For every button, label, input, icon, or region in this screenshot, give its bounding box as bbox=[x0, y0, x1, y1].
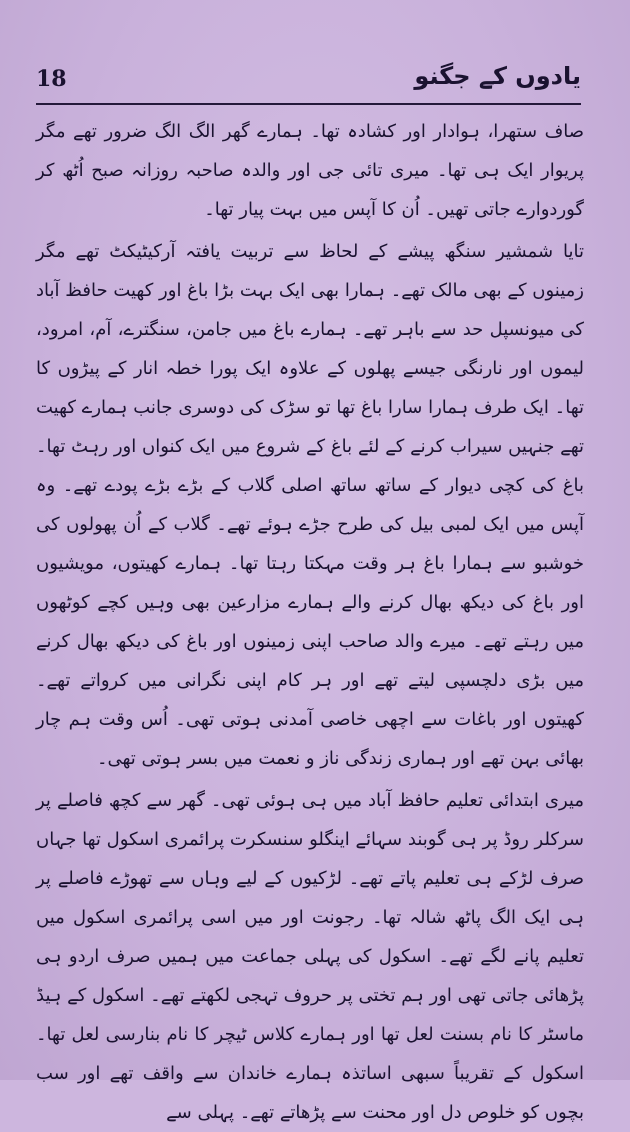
page-number: 18 bbox=[36, 66, 67, 92]
book-title: یادوں کے جگنو bbox=[414, 62, 581, 90]
header-divider bbox=[36, 103, 581, 105]
page-body bbox=[36, 112, 584, 1123]
paragraph: تایا شمشیر سنگھ پیشے کے لحاظ سے تربیت یافتہ آرکیٹیکٹ تھے مگر زمینوں کے بھی مالک تھے۔ ہمارا بھی ایک بہت بڑا باغ اور کھیت حافظ آباد کی میونسپل حد سے باہر تھے۔ ہمارے باغ میں جامن، سنگترے، آم، امرود، لیموں اور نارنگی جیسے پھلوں کے علاوہ ایک پورا خطہ انار کے پیڑوں کا تھا۔ ایک طرف ہمارا سارا باغ تھا تو سڑک کی دوسری جانب ہمارے کھیت تھے جنہیں سیراب کرنے کے لئے باغ کے شروع میں ایک کنواں اور رہٹ تھا۔ باغ کی کچی دیوار کے ساتھ ساتھ اصلی گلاب کے بڑے بڑے پودے تھے۔ وہ آپس میں ایک لمبی بیل کی طرح جڑے ہوئے تھے۔ گلاب کے اُن پھولوں کی خوشبو سے ہمارا باغ ہر وقت مہکتا رہتا تھا۔ ہمارے کھیتوں، مویشیوں اور باغ کی دیکھ بھال کرنے والے ہمارے مزارعین بھی وہیں کچے کوٹھوں میں رہتے تھے۔ میرے والد صاحب اپنی زمینوں اور باغ کی دیکھ بھال کرنے میں بڑی دلچسپی لیتے تھے اور ہر کام اپنی نگرانی میں کرواتے تھے۔ کھیتوں اور باغات سے اچھی خاصی آمدنی ہوتی تھی۔ اُس وقت ہم چار بھائی بہن تھے اور ہماری زندگی ناز و نعمت میں بسر ہوتی تھی۔ bbox=[36, 241, 584, 769]
paragraph: میری ابتدائی تعلیم حافظ آباد میں ہی ہوئی تھی۔ گھر سے کچھ فاصلے پر سرکلر روڈ پر ہی گوبند سہائے اینگلو سنسکرت پرائمری اسکول تھا جہاں صرف لڑکے ہی تعلیم پاتے تھے۔ لڑکیوں کے لیے وہاں سے تھوڑے فاصلے پر ہی ایک الگ پاٹھ شالہ تھا۔ رجونت اور میں اسی پرائمری اسکول میں تعلیم پانے لگے تھے۔ اسکول کی پہلی جماعت میں ہمیں صرف اردو ہی پڑھائی جاتی تھی اور ہم تختی پر حروف تہجی لکھتے تھے۔ اسکول کے ہیڈ ماسٹر کا نام بسنت لعل تھا اور ہمارے کلاس ٹیچر کا نام بنارسی لعل تھا۔ اسکول کے تقریباً سبھی اساتذہ ہمارے خاندان سے واقف تھے اور سب بچوں کو خلوص دل اور محنت سے پڑھاتے تھے۔ پہلی سے bbox=[36, 790, 584, 1123]
paragraph: صاف ستھرا، ہوادار اور کشادہ تھا۔ ہمارے گھر الگ الگ ضرور تھے مگر پریوار ایک ہی تھا۔ میری تائی جی اور والدہ صاحبہ روزانہ صبح اُٹھ کر گوردوارے جاتی تھیں۔ اُن کا آپس میں بہت پیار تھا۔ bbox=[36, 121, 584, 220]
page-header bbox=[36, 62, 581, 102]
